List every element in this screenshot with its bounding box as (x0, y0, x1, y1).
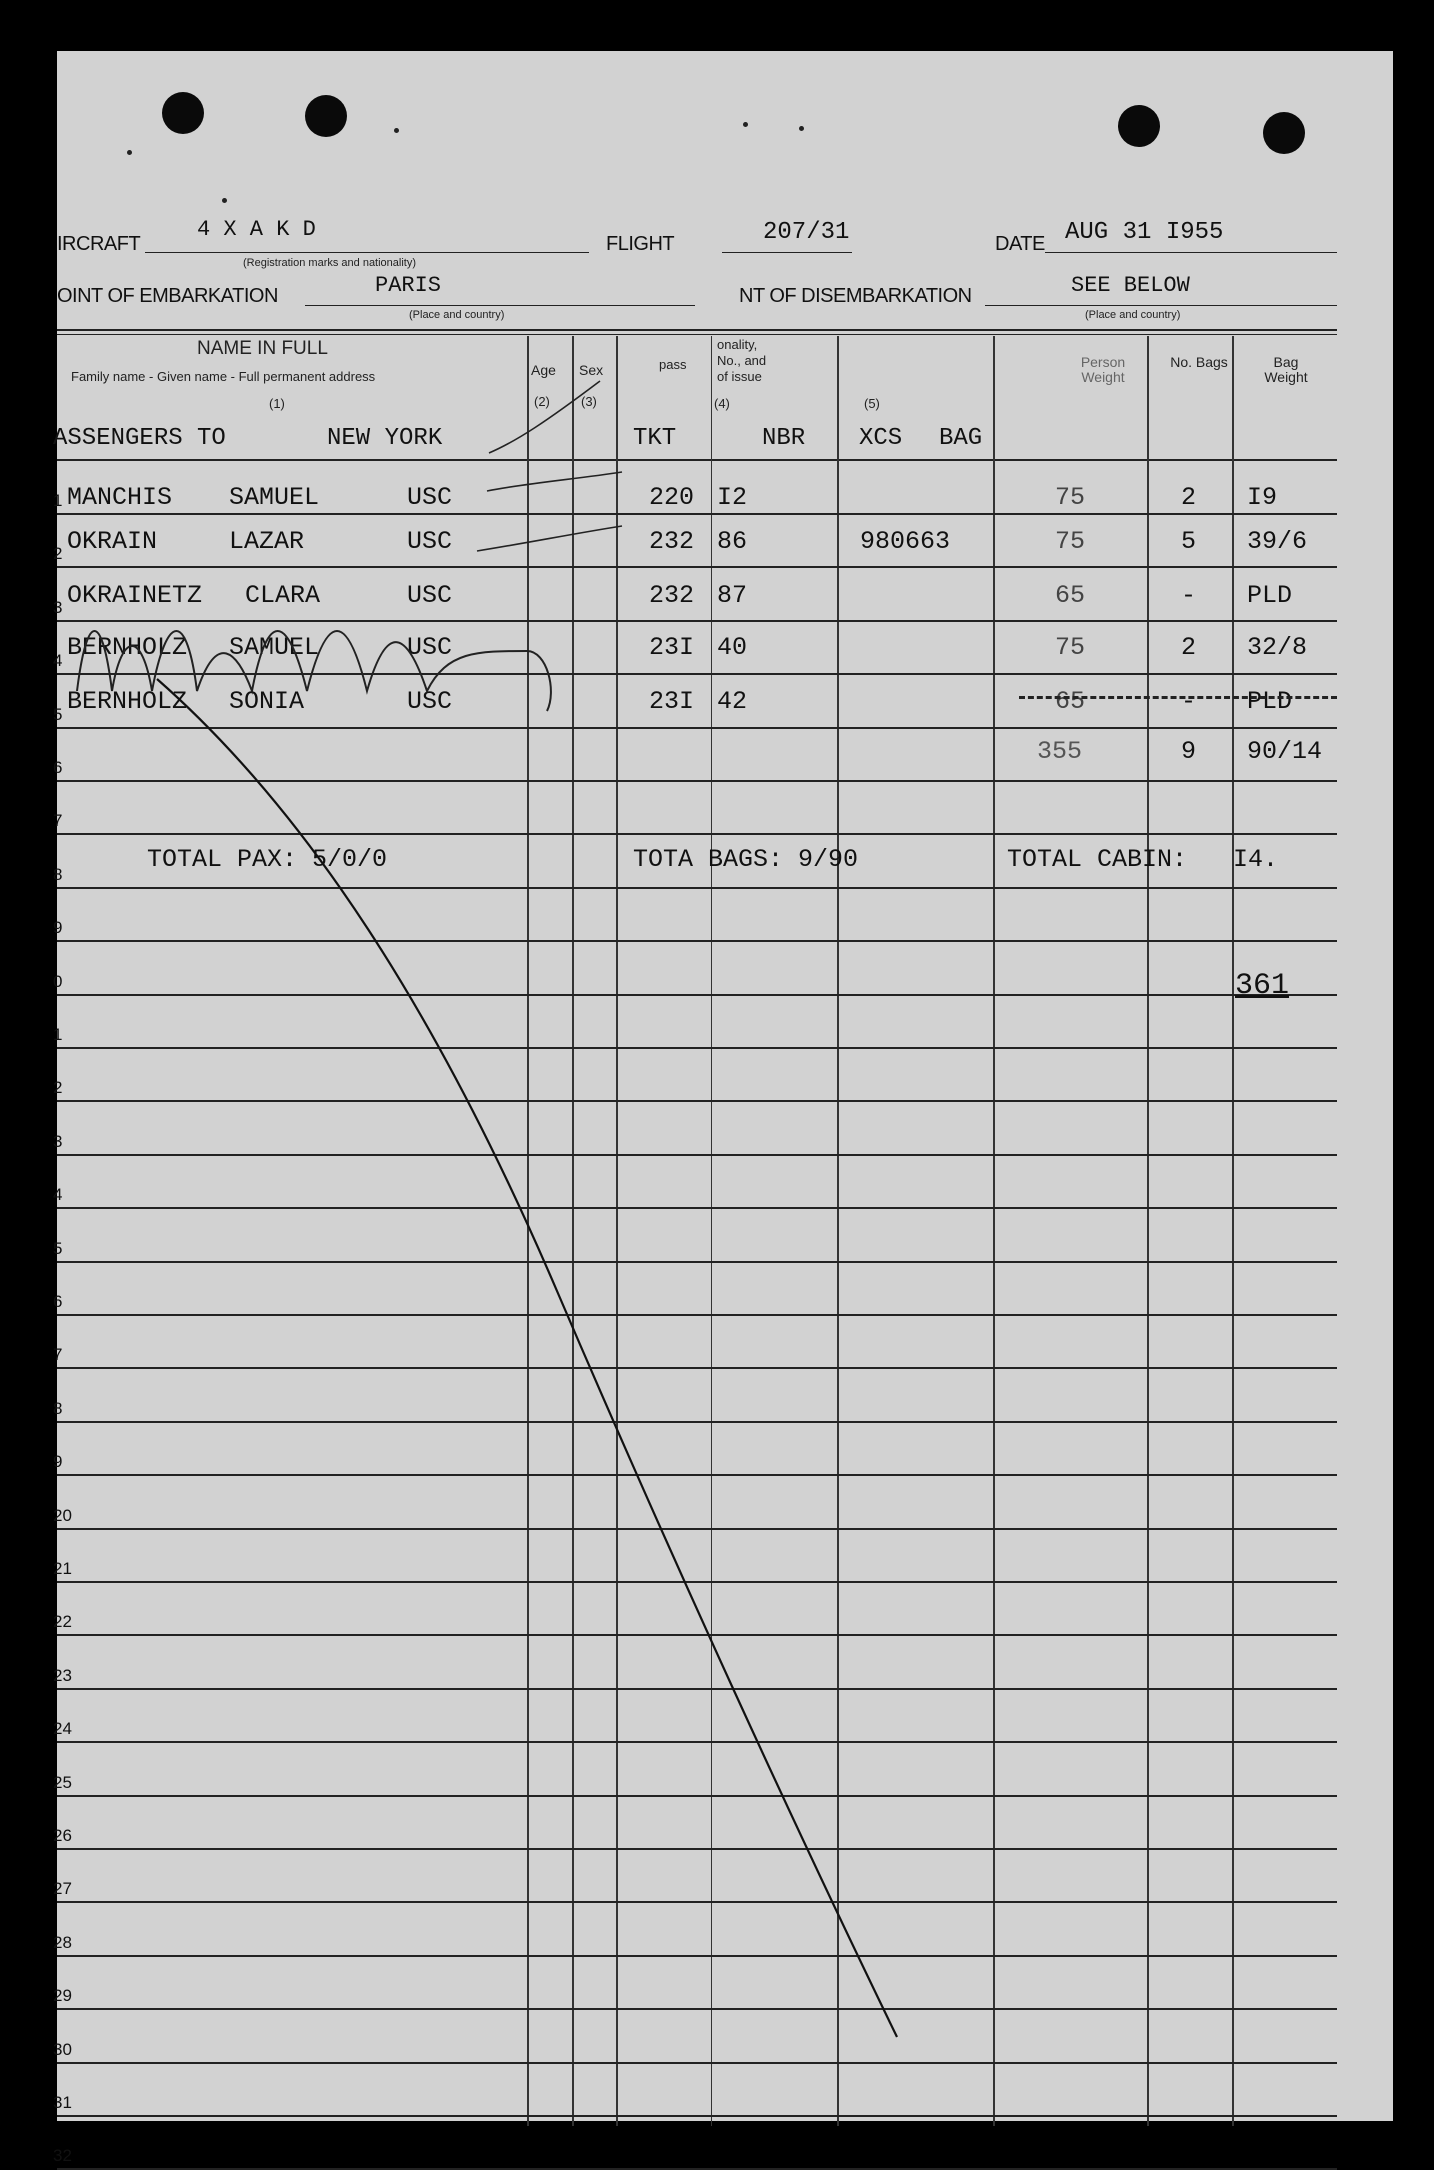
row-number: 7 (53, 1345, 63, 1364)
passenger-ticket: 23I (649, 633, 695, 662)
passenger-ticket: 232 (649, 527, 695, 556)
row-number: 9 (53, 1452, 63, 1471)
tkt-label: TKT (633, 425, 677, 452)
passenger-bag-weight: 32/8 (1247, 633, 1308, 662)
passenger-address: USC (407, 633, 453, 662)
passenger-weight: 65 (1055, 581, 1086, 610)
passenger-bag-count: - (1181, 687, 1197, 716)
row-number: 27 (53, 1879, 72, 1898)
name-column-number: (1) (269, 396, 285, 411)
passenger-bag-weight: PLD (1247, 581, 1293, 610)
embarkation-label: OINT OF EMBARKATION (57, 285, 278, 307)
row-number: 4 (53, 1185, 63, 1204)
person-weight-header: Person Weight (1080, 354, 1126, 385)
row-number: 3 (53, 1132, 63, 1151)
row-number: 5 (53, 1239, 63, 1258)
passenger-bag-weight: 39/6 (1247, 527, 1308, 556)
row-number: 24 (53, 1719, 72, 1738)
row-number: 31 (53, 2093, 72, 2112)
passenger-family-name: OKRAIN (67, 527, 158, 556)
row-number: 8 (53, 1399, 63, 1418)
total-pax: TOTAL PAX: 5/0/0 (147, 845, 388, 874)
passenger-given-name: SAMUEL (229, 483, 320, 512)
page-number: 361 (1235, 969, 1290, 1003)
row-number: 20 (53, 1506, 72, 1525)
row-number: 6 (53, 758, 63, 777)
sex-column-number: (3) (581, 394, 597, 409)
aircraft-value: 4 X A K D (197, 217, 316, 242)
passenger-weight: 75 (1055, 633, 1086, 662)
passenger-bag-weight: PLD (1247, 687, 1293, 716)
total-cabin-label: TOTAL CABIN: (1007, 845, 1188, 874)
no-bags-header: No. Bags (1170, 354, 1228, 370)
passenger-ticket-number: 86 (717, 527, 748, 556)
row-number: 28 (53, 1933, 72, 1952)
row-number: 2 (53, 1078, 63, 1097)
passenger-weight: 75 (1055, 483, 1086, 512)
flight-value: 207/31 (763, 219, 850, 246)
nationality-column-number: (4) (714, 396, 730, 411)
passenger-weight: 65 (1055, 687, 1086, 716)
nationality-prefix: pass (659, 357, 687, 372)
passenger-bag-count: 5 (1181, 527, 1197, 556)
total-bags: TOTA BAGS: 9/90 (633, 845, 859, 874)
nbr-label: NBR (762, 425, 806, 452)
passenger-bag-count: 2 (1181, 483, 1197, 512)
bag-label: BAG (939, 425, 983, 452)
scribble-cancel (77, 631, 551, 711)
manifest-sheet (53, 51, 1393, 2165)
pen-marks (57, 51, 1393, 2121)
diagonal-cancel-line (157, 679, 897, 2037)
age-column-number: (2) (534, 394, 550, 409)
check-mark (489, 381, 600, 453)
passenger-given-name: LAZAR (229, 527, 305, 556)
passenger-bag-count: - (1181, 581, 1197, 610)
col5-number: (5) (864, 396, 880, 411)
row-number: 23 (53, 1666, 72, 1685)
aircraft-caption: (Registration marks and nationality) (243, 257, 417, 269)
weight-total: 355 (1037, 737, 1083, 766)
destination-value: NEW YORK (327, 425, 443, 452)
passenger-ticket-number: 87 (717, 581, 748, 610)
row-number: 6 (53, 1292, 63, 1311)
row-number: 0 (53, 972, 63, 991)
nationality-header-line: No., and (717, 353, 767, 368)
row-number: 30 (53, 2040, 72, 2059)
row-number: 26 (53, 1826, 72, 1845)
row-number: 22 (53, 1612, 72, 1631)
passenger-family-name: BERNHOLZ (67, 633, 188, 662)
passenger-address: USC (407, 687, 453, 716)
row-number: 4 (53, 651, 63, 670)
aircraft-label: IRCRAFT (57, 233, 141, 255)
passenger-ticket-number: 40 (717, 633, 748, 662)
embarkation-value: PARIS (375, 273, 442, 298)
embarkation-caption: (Place and country) (409, 309, 505, 321)
age-column-header: Age (531, 362, 556, 378)
date-label: DATE (995, 233, 1045, 255)
passenger-bag-count: 2 (1181, 633, 1197, 662)
passenger-ticket: 220 (649, 483, 695, 512)
nationality-header-line: of issue (717, 369, 762, 384)
passenger-address: USC (407, 581, 453, 610)
row-number: 32 (53, 2146, 72, 2165)
passenger-given-name: SAMUEL (229, 633, 320, 662)
disembarkation-caption: (Place and country) (1085, 309, 1181, 321)
date-value: AUG 31 I955 (1065, 219, 1224, 246)
passenger-family-name: BERNHOLZ (67, 687, 188, 716)
row-number: 9 (53, 918, 63, 937)
row-number: 1 (53, 491, 63, 510)
passenger-address: USC (407, 483, 453, 512)
disembarkation-label: NT OF DISEMBARKATION (739, 285, 972, 307)
bag-weight-header: Bag Weight (1264, 354, 1308, 385)
row-number: 7 (53, 811, 63, 830)
row-number: 25 (53, 1773, 72, 1792)
disembarkation-value: SEE BELOW (1071, 273, 1190, 298)
name-column-title: NAME IN FULL (197, 338, 328, 359)
passenger-ticket-number: I2 (717, 483, 748, 512)
passenger-excess: 980663 (860, 527, 951, 556)
passenger-ticket-number: 42 (717, 687, 748, 716)
pen-stroke (487, 472, 622, 491)
name-column-subtitle: Family name - Given name - Full permanent address (71, 369, 376, 384)
passenger-ticket: 232 (649, 581, 695, 610)
bag-weight-total: 90/14 (1247, 737, 1323, 766)
passenger-address: USC (407, 527, 453, 556)
passenger-family-name: OKRAINETZ (67, 581, 203, 610)
passenger-family-name: MANCHIS (67, 483, 173, 512)
row-number: 3 (53, 598, 63, 617)
sex-column-header: Sex (579, 362, 604, 378)
pen-stroke (477, 526, 622, 551)
row-number: 29 (53, 1986, 72, 2005)
xcs-label: XCS (859, 425, 903, 452)
nationality-header-line: onality, (717, 337, 758, 352)
passengers-to-label: ASSENGERS TO (53, 425, 226, 452)
total-cabin-value: I4. (1233, 845, 1279, 874)
passenger-given-name: SONIA (229, 687, 305, 716)
passenger-weight: 75 (1055, 527, 1086, 556)
passenger-ticket: 23I (649, 687, 695, 716)
row-number: 21 (53, 1559, 72, 1578)
passenger-bag-weight: I9 (1247, 483, 1278, 512)
passenger-given-name: CLARA (245, 581, 321, 610)
row-number: 1 (53, 1025, 63, 1044)
row-number: 5 (53, 705, 63, 724)
bags-total: 9 (1181, 737, 1197, 766)
row-number: 2 (53, 544, 63, 563)
flight-label: FLIGHT (606, 233, 675, 255)
row-number: 8 (53, 865, 63, 884)
